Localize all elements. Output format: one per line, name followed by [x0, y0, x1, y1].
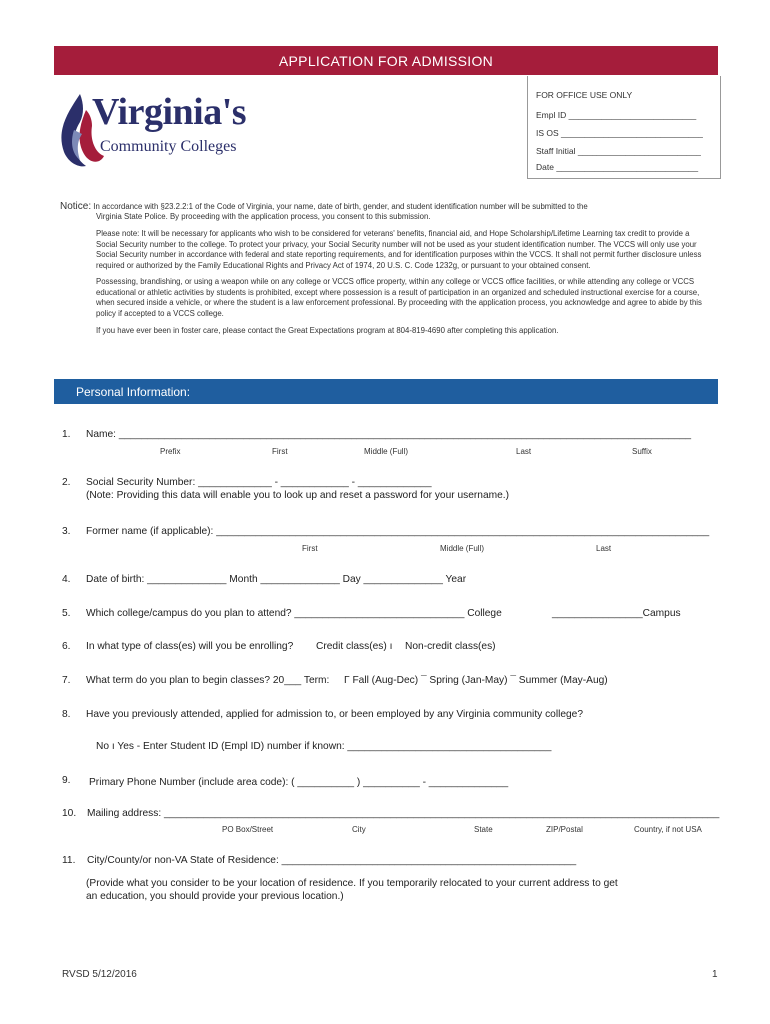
- vccs-logo: [50, 90, 260, 170]
- address-zip-label: ZIP/Postal: [546, 825, 583, 834]
- q3-number: 3.: [62, 526, 71, 537]
- office-use-heading: FOR OFFICE USE ONLY: [536, 90, 633, 100]
- ssn-field[interactable]: Social Security Number: _____________ - ____________ - _____________: [86, 477, 432, 488]
- term-field[interactable]: What term do you plan to begin classes? 20___ Term:: [86, 675, 330, 686]
- address-country-label: Country, if not USA: [634, 825, 702, 834]
- ssn-note: (Note: Providing this data will enable you to look up and reset a password for your username.): [86, 490, 510, 501]
- notice-weapon-paragraph: Possessing, brandishing, or using a weapon while on any college or VCCS office property, within any college or VCCS office facilities, or while attending any college or VCCS educational or athletic activities by students is prohibited, except where possession is a result of participation in an organized and scheduled instructional exercise for a course, when secured inside a vehicle, or where the student is a law enforcement professional. By proceeding with the application process, you acknowledge and agree to abide by this policy if accepted to a VCCS college.: [96, 277, 702, 318]
- q4-number: 4.: [62, 574, 71, 585]
- office-date-field[interactable]: Date ______________________________: [536, 162, 699, 172]
- previous-attendance-question: Have you previously attended, applied for admission to, or been employed by any Virginia community college?: [86, 709, 584, 720]
- notice-p1-a: In accordance with §23.2.2:1 of the Code of Virginia, your name, date of birth, gender, and student identification number will be submitted to the: [93, 202, 588, 211]
- name-first-label: First: [272, 447, 288, 456]
- logo-subtitle: Community Colleges: [100, 138, 237, 155]
- notice-foster-paragraph: If you have ever been in foster care, please contact the Great Expectations program at 804-819-4690 after completing this application.: [96, 325, 559, 335]
- name-prefix-label: Prefix: [160, 447, 181, 456]
- form-title: APPLICATION FOR ADMISSION: [278, 53, 494, 69]
- office-use-box: [527, 76, 721, 179]
- address-state-label: State: [474, 825, 493, 834]
- notice-ssn-paragraph: Please note: It will be necessary for applicants who wish to be considered for veterans' benefits, financial aid, and Hope Scholarship/Lifetime Learning tax credit to provide a Social Security number to the college. To protect your privacy, your Social Security number will not be used as your student identification number. The VCCS will only use your Social Security number in accordance with federal and state reporting requirements, and for identification purposes within the VCCS. It shall not permit further disclosure unless required or authorized by the Family Educational Rights and Privacy Act of 1974, 20 U.S. C. Code 1232g, or pursuant to your obtained consent.: [96, 229, 702, 270]
- office-staff-initial-field[interactable]: Staff Initial __________________________: [536, 146, 701, 156]
- previous-attendance-answer[interactable]: No ı Yes - Enter Student ID (Empl ID) number if known: ____________________________________: [96, 741, 552, 752]
- credit-class-option[interactable]: Credit class(es) ı: [316, 641, 393, 652]
- mailing-address-field[interactable]: Mailing address: __________________________________________________________________________________________________: [87, 808, 720, 819]
- form-title-banner: [54, 46, 718, 75]
- office-empl-id-field[interactable]: Empl ID ___________________________: [536, 110, 697, 120]
- revision-date: RVSD 5/12/2016: [62, 969, 137, 980]
- campus-field[interactable]: ________________Campus: [552, 608, 681, 619]
- q11-number: 11.: [62, 855, 76, 866]
- name-last-label: Last: [516, 447, 532, 456]
- page-number: 1: [712, 969, 718, 980]
- non-credit-class-option[interactable]: Non-credit class(es): [405, 641, 496, 652]
- q7-number: 7.: [62, 675, 71, 686]
- name-field[interactable]: Name: _____________________________________________________________________________________________________: [86, 429, 692, 440]
- name-middle-label: Middle (Full): [364, 447, 409, 456]
- address-city-label: City: [352, 825, 366, 834]
- notice-label: Notice:: [60, 201, 92, 212]
- former-name-field[interactable]: Former name (if applicable): _______________________________________________________________________________________: [86, 526, 710, 537]
- former-middle-label: Middle (Full): [440, 544, 485, 553]
- notice-block: [60, 202, 710, 342]
- former-last-label: Last: [596, 544, 612, 553]
- residence-field[interactable]: City/County/or non-VA State of Residence: ____________________________________________________: [87, 855, 577, 866]
- personal-information-header: [54, 379, 718, 404]
- section-title: Personal Information:: [76, 385, 191, 399]
- college-field[interactable]: Which college/campus do you plan to attend? ______________________________ College: [86, 608, 502, 619]
- date-of-birth-field[interactable]: Date of birth: ______________ Month ______________ Day ______________ Year: [86, 574, 467, 585]
- phone-field[interactable]: Primary Phone Number (include area code): ( __________ ) __________ - ______________: [89, 777, 509, 788]
- address-po-label: PO Box/Street: [222, 825, 274, 834]
- residence-note-line1: (Provide what you consider to be your location of residence. If you temporarily relocated to your current address to get: [86, 878, 618, 889]
- q8-number: 8.: [62, 709, 71, 720]
- term-options[interactable]: Γ Fall (Aug-Dec) ¯ Spring (Jan-May) ¯ Summer (May-Aug): [344, 675, 608, 686]
- q1-number: 1.: [62, 429, 71, 440]
- former-first-label: First: [302, 544, 318, 553]
- q9-number: 9.: [62, 775, 71, 786]
- office-is-os-field[interactable]: IS OS ______________________________: [536, 128, 703, 138]
- residence-note-line2: an education, you should provide your previous location.): [86, 891, 344, 902]
- class-type-question: In what type of class(es) will you be enrolling?: [86, 641, 294, 652]
- notice-p1-b: Virginia State Police. By proceeding with the application process, you consent to this submission.: [96, 212, 431, 222]
- q2-number: 2.: [62, 477, 71, 488]
- q6-number: 6.: [62, 641, 71, 652]
- logo-wordmark: Virginia's: [92, 91, 247, 133]
- name-suffix-label: Suffix: [632, 447, 652, 456]
- q10-number: 10.: [62, 808, 77, 819]
- q5-number: 5.: [62, 608, 71, 619]
